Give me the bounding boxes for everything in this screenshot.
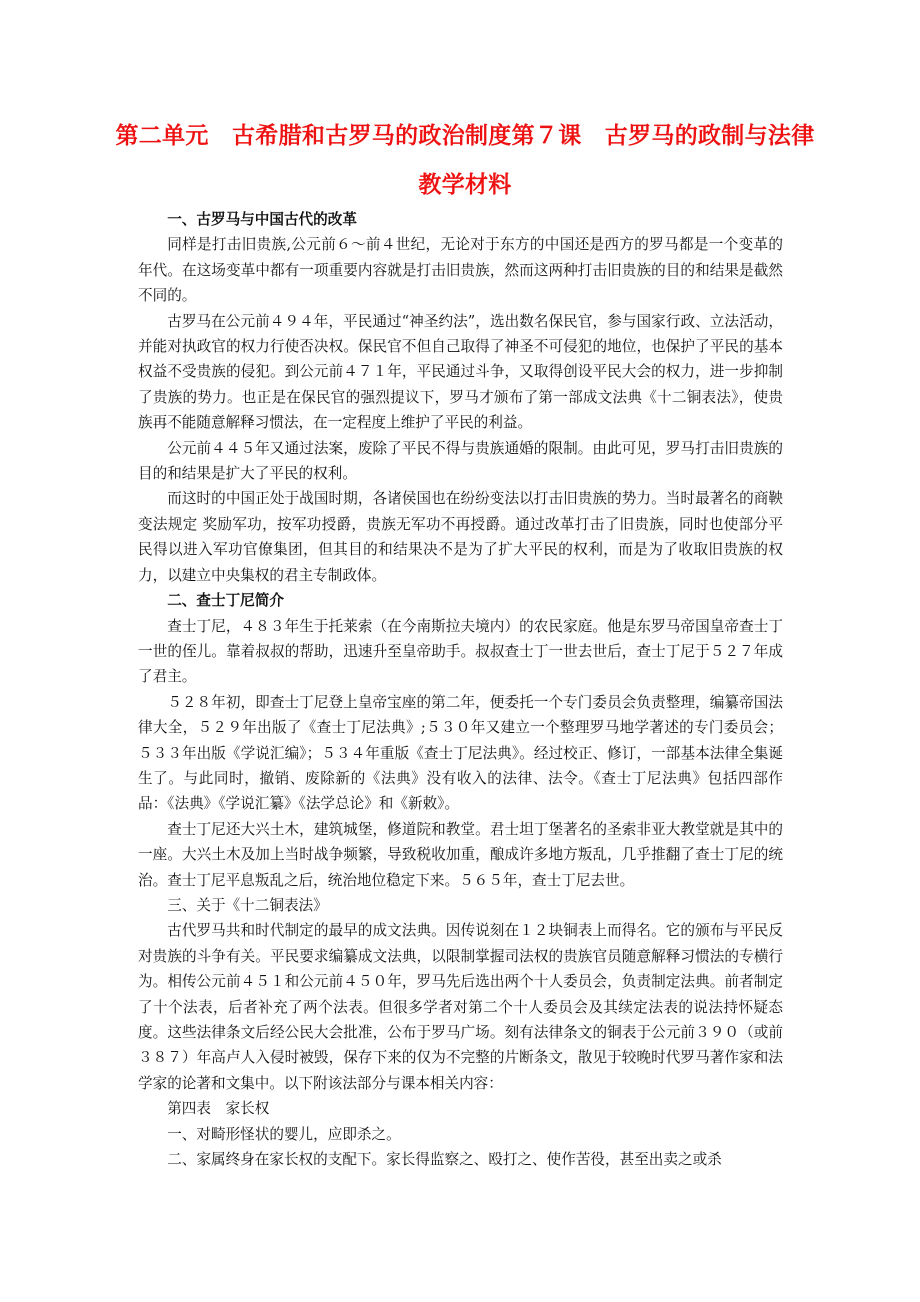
body-paragraph: 古代罗马共和时代制定的最早的成文法典。因传说刻在１２块铜表上而得名。它的颁布与平民反对贵族的斗争有关。平民要求编纂成文法典，以限制掌握司法权的贵族官员随意解释习惯法的专横行为。相传公元前４５１和公元前４５０年，罗马先后选出两个十人委员会，负责制定法典。前者制定了十个法表，后者补充了两个法表。但很多学者对第二个十人委员会及其续定法表的说法持怀疑态度。这些法律条文后经公民大会批准，公布于罗马广场。刻有法律条文的铜表于公元前３９０（或前３８７）年高卢人入侵时被毁，保存下来的仅为不完整的片断条文，散见于较晚时代罗马著作家和法学家的论著和文集中。以下附该法部分与课本相关内容： <box>138 922 783 1092</box>
document-body <box>138 207 783 1172</box>
body-paragraph: 而这时的中国正处于战国时期，各诸侯国也在纷纷变法以打击旧贵族的势力。当时最著名的商鞅变法规定 奖励军功，按军功授爵，贵族无军功不再授爵。通过改革打击了旧贵族，同时也使部分平民得以进入军功官僚集团，但其目的和结果决不是为了扩大平民的权利，而是为了收取旧贵族的权力，以建立中央集权的君主专制政体。 <box>138 490 783 584</box>
law-table-heading: 第四表 家长权 <box>167 1100 270 1118</box>
section-heading-2: 二、查士丁尼简介 <box>167 592 284 610</box>
section-heading-3: 三、关于《十二铜表法》 <box>167 896 328 914</box>
body-paragraph: ５２８年初，即查士丁尼登上皇帝宝座的第二年，便委托一个专门委员会负责整理，编纂帝国法律大全，５２９年出版了《查士丁尼法典》;５３０年又建立一个整理罗马地学著述的专门委员会；５３３年出版《学说汇编》；５３４年重版《查士丁尼法典》。经过校正、修订，一部基本法律全集诞生了。与此同时，撤销、废除新的《法典》没有收入的法律、法令。《查士丁尼法典》包括四部作品：《法典》《学说汇纂》《法学总论》和《新敕》。 <box>138 693 783 813</box>
body-paragraph: 查士丁尼还大兴土木，建筑城堡，修道院和教堂。君士坦丁堡著名的圣索非亚大教堂就是其中的一座。大兴土木及加上当时战争频繁，导致税收加重，酿成许多地方叛乱，几乎推翻了查士丁尼的统治。查士丁尼平息叛乱之后，统治地位稳定下来。５６５年，查士丁尼去世。 <box>138 820 783 889</box>
document-title-line-1: 第二单元 古希腊和古罗马的政治制度第７课 古罗马的政制与法律 <box>115 122 815 149</box>
body-paragraph: 查士丁尼，４８３年生于托莱索（在今南斯拉夫境内）的农民家庭。他是东罗马帝国皇帝查士丁一世的侄儿。靠着叔叔的帮助，迅速升至皇帝助手。叔叔查士丁一世去世后，查士丁尼于５２７年成了君主。 <box>138 617 783 686</box>
body-paragraph: 公元前４４５年又通过法案，废除了平民不得与贵族通婚的限制。由此可见，罗马打击旧贵族的目的和结果是扩大了平民的权利。 <box>138 439 783 483</box>
body-paragraph: 同样是打击旧贵族,公元前６～前４世纪，无论对于东方的中国还是西方的罗马都是一个变革的年代。在这场变革中都有一项重要内容就是打击旧贵族，然而这两种打击旧贵族的目的和结果是截然不同的。 <box>138 236 783 305</box>
document-title-line-2: 教学材料 <box>418 171 512 198</box>
body-paragraph: 古罗马在公元前４９４年，平民通过“神圣约法”，选出数名保民官，参与国家行政、立法活动，并能对执政官的权力行使否决权。保民官不但自己取得了神圣不可侵犯的地位，也保护了平民的基本权益不受贵族的侵犯。到公元前４７１年，平民通过斗争，又取得创设平民大会的权力，进一步抑制了贵族的势力。也正是在保民官的强烈提议下，罗马才颁布了第一部成文法典《十二铜表法》，使贵族再不能随意解释习惯法，在一定程度上维护了平民的利益。 <box>138 312 783 432</box>
law-clause: 二、家属终身在家长权的支配下。家长得监察之、殴打之、使作苦役，甚至出卖之或杀 <box>167 1151 722 1169</box>
section-heading-1: 一、古罗马与中国古代的改革 <box>167 211 357 228</box>
law-clause: 一、对畸形怪状的婴儿，应即杀之。 <box>167 1125 401 1143</box>
